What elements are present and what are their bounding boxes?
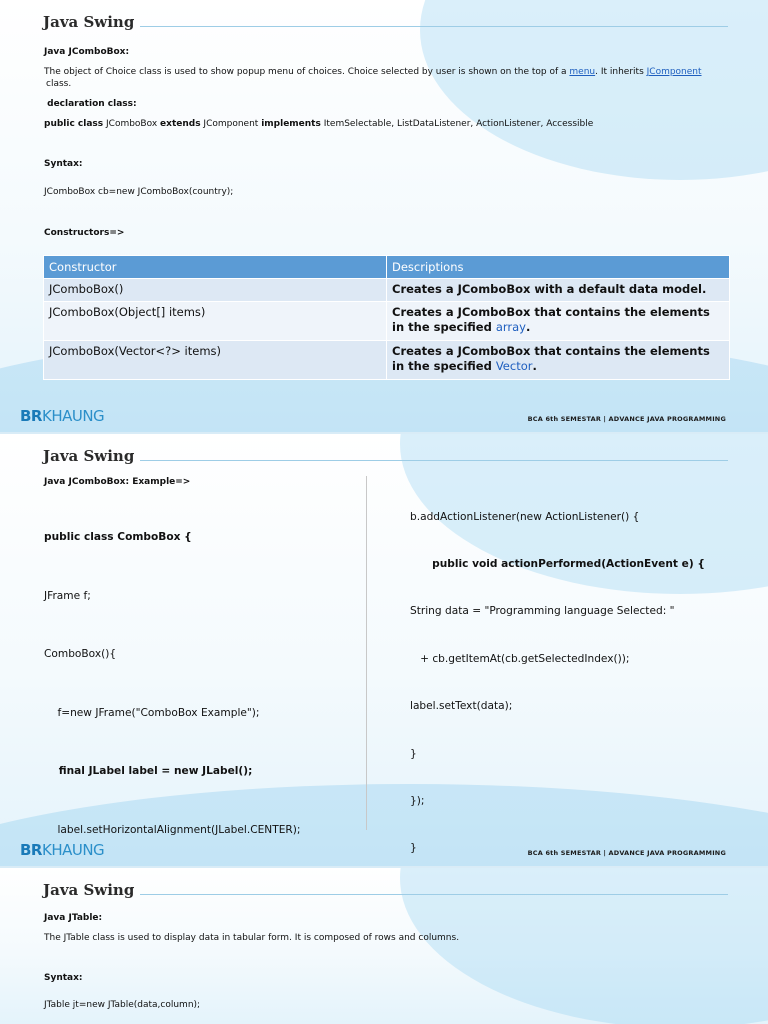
column-header: Constructor: [44, 256, 387, 279]
code-line: label.setText(data);: [410, 700, 513, 713]
code-line: final JLabel label = new JLabel();: [44, 765, 253, 777]
description-paragraph: [44, 66, 734, 90]
table-row: [44, 341, 730, 380]
background-wave: [420, 0, 768, 180]
cell-text: .: [525, 320, 531, 334]
cell-text: Creates a JComboBox that contains the elements in the specified: [392, 305, 710, 334]
slide-jcombobox-intro: [0, 0, 768, 432]
syntax-heading: Syntax:: [44, 159, 83, 169]
table-cell: JComboBox(Object[] items): [44, 302, 387, 341]
declaration-heading: declaration class:: [44, 99, 137, 109]
description-text: . It inherits: [595, 67, 647, 77]
constructors-heading: Constructors=>: [44, 228, 125, 238]
code-line: }: [410, 747, 417, 760]
code-line: ComboBox(){: [44, 648, 117, 660]
vector-link[interactable]: Vector: [495, 359, 533, 373]
code-line: JFrame f;: [44, 589, 91, 602]
table-cell: [387, 341, 730, 380]
section-heading: Java JComboBox:: [44, 47, 130, 57]
code-line: String data = "Programming language Selected: ": [410, 605, 675, 618]
array-link[interactable]: array: [495, 320, 526, 334]
syntax-heading: Syntax:: [44, 973, 83, 983]
table-cell: [387, 279, 730, 302]
title-rule: [140, 894, 728, 895]
brand-logo: [20, 841, 104, 859]
table-row: [44, 279, 730, 302]
title-rule: [140, 460, 728, 461]
footer-text: BCA 6th SEMESTAR | ADVANCE JAVA PROGRAMMING: [527, 849, 726, 857]
brand-logo: [20, 407, 104, 425]
cell-text: Creates a JComboBox with a default data model.: [392, 282, 707, 296]
slide-title: Java Swing: [43, 447, 135, 465]
code-text: JComboBox: [103, 119, 161, 129]
code-line: public class ComboBox {: [44, 531, 192, 543]
menu-link[interactable]: menu: [569, 67, 596, 77]
code-text: JComponent: [200, 119, 262, 129]
code-line: + cb.getItemAt(cb.getSelectedIndex());: [410, 652, 630, 665]
jcomponent-link[interactable]: JComponent: [646, 67, 702, 77]
keyword: public class: [44, 119, 104, 129]
slide-title: Java Swing: [43, 13, 135, 31]
title-rule: [140, 26, 728, 27]
declaration-line: [44, 118, 593, 130]
section-heading: Java JTable:: [44, 913, 103, 923]
background-wave: [400, 868, 768, 1024]
code-line: f=new JFrame("ComboBox Example");: [44, 706, 260, 719]
slide-jtable-intro: [0, 868, 768, 1024]
description-text: class.: [46, 79, 72, 89]
code-line: public void actionPerformed(ActionEvent e) {: [410, 557, 705, 570]
constructors-table: [43, 255, 730, 380]
slide-jcombobox-example: [0, 434, 768, 866]
keyword: implements: [261, 119, 321, 129]
code-line: }: [410, 842, 417, 855]
cell-text: Creates a JComboBox that contains the elements in the specified: [392, 344, 710, 373]
table-cell: JComboBox(Vector<?> items): [44, 341, 387, 380]
logo-part: KHAUNG: [41, 407, 105, 425]
code-line: label.setHorizontalAlignment(JLabel.CENTER);: [44, 823, 301, 836]
table-row: [44, 302, 730, 341]
code-text: ItemSelectable, ListDataListener, ActionListener, Accessible: [320, 119, 594, 129]
column-header: Descriptions: [387, 256, 730, 279]
code-block-right: [410, 478, 705, 866]
code-line: });: [410, 794, 425, 807]
syntax-line: JComboBox cb=new JComboBox(country);: [44, 187, 234, 197]
logo-part: KHAUNG: [41, 841, 105, 859]
table-header-row: [44, 256, 730, 279]
footer-text: BCA 6th SEMESTAR | ADVANCE JAVA PROGRAMMING: [527, 415, 726, 423]
cell-text: .: [532, 359, 537, 373]
description-text: The object of Choice class is used to show popup menu of choices. Choice selected by user is shown on the top of a: [44, 67, 570, 77]
description-text: The JTable class is used to display data in tabular form. It is composed of rows and columns.: [44, 933, 460, 943]
syntax-line: JTable jt=new JTable(data,column);: [44, 1000, 201, 1010]
table-cell: [387, 302, 730, 341]
code-line: b.addActionListener(new ActionListener() {: [410, 510, 640, 523]
code-block-left: [41, 489, 353, 866]
logo-part: BR: [20, 407, 42, 425]
slide-title: Java Swing: [43, 881, 135, 899]
keyword: extends: [160, 119, 201, 129]
column-divider: [366, 476, 367, 830]
logo-part: BR: [20, 841, 42, 859]
table-cell: JComboBox(): [44, 279, 387, 302]
section-heading: Java JComboBox: Example=>: [44, 477, 191, 487]
